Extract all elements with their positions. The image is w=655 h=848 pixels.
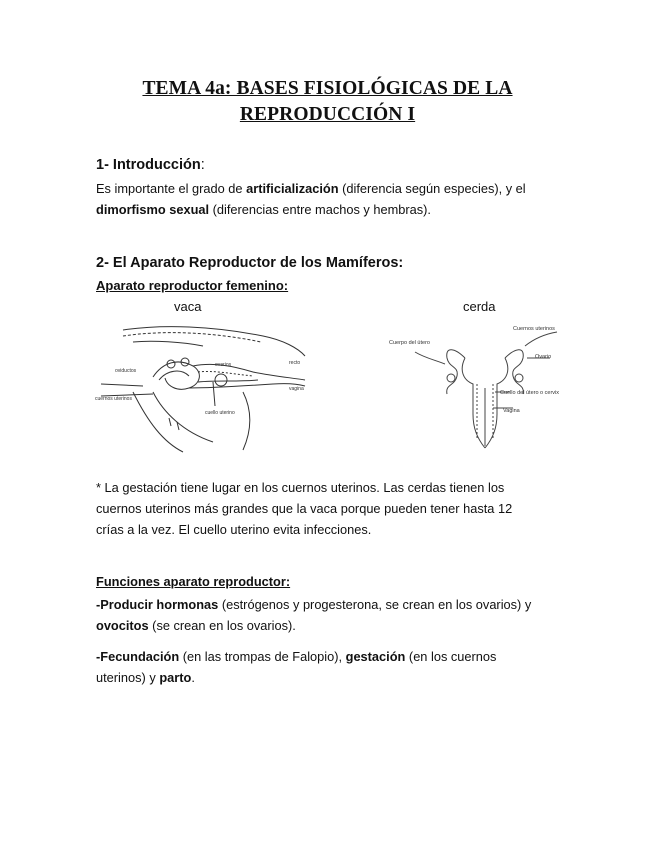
cow-label-vagina: vagina bbox=[289, 386, 304, 392]
functions-item1 bbox=[96, 594, 566, 636]
section2-subheading: Aparato reproductor femenino: bbox=[96, 278, 289, 293]
note-line3: crías a la vez. El cuello uterino evita infecciones. bbox=[96, 522, 372, 537]
section1-paragraph bbox=[96, 178, 566, 220]
pig-label-cuello: Cuello del útero o cervix bbox=[500, 390, 560, 396]
section1-heading-text: 1- Introducción bbox=[96, 157, 201, 173]
term-fecundacion: -Fecundación bbox=[96, 649, 180, 664]
text-run: . bbox=[191, 670, 195, 685]
cow-label-cuello: cuello uterino bbox=[205, 410, 235, 416]
section1-heading-colon: : bbox=[200, 157, 205, 173]
pig-label-vagina: Vagina bbox=[503, 408, 520, 414]
text-run: (en las trompas de Falopio), bbox=[179, 649, 346, 664]
note-line1: * La gestación tiene lugar en los cuernos uterinos. Las cerdas tienen los bbox=[96, 480, 505, 495]
page-title-line1: TEMA 4a: BASES FISIOLÓGICAS DE LA bbox=[142, 78, 513, 99]
cow-label-recto: recto bbox=[289, 360, 301, 366]
functions-item2 bbox=[96, 646, 566, 688]
cow-label-oviductos: oviductos bbox=[115, 368, 137, 374]
gestation-note bbox=[96, 477, 566, 540]
text-run: (diferencias entre machos y hembras). bbox=[209, 202, 431, 217]
pig-label-cuerpo: Cuerpo del útero bbox=[389, 340, 430, 346]
section1-line2 bbox=[96, 199, 566, 220]
term-gestacion: gestación bbox=[345, 649, 406, 664]
cow-reproductive-diagram bbox=[93, 322, 308, 457]
functions-item2-line2 bbox=[96, 667, 566, 688]
term-parto: parto bbox=[159, 670, 192, 685]
section1-line1 bbox=[96, 178, 566, 199]
note-line2: cuernos uterinos más grandes que la vaca porque pueden tener hasta 12 bbox=[96, 501, 513, 516]
text-run: uterinos) y bbox=[96, 670, 160, 685]
term-artificializacion: artificialización bbox=[246, 181, 339, 196]
text-run: Es importante el grado de bbox=[96, 181, 247, 196]
pig-label-ovario: Ovario bbox=[535, 354, 552, 360]
term-ovocitos: ovocitos bbox=[96, 618, 149, 633]
text-run: (estrógenos y progesterona, se crean en los ovarios) y bbox=[218, 597, 532, 612]
page-title-line2: REPRODUCCIÓN I bbox=[239, 104, 416, 125]
cow-label-ovarios: ovarios bbox=[215, 362, 232, 368]
cow-label-cuernos: cuernos uterinos bbox=[95, 396, 132, 402]
section1-heading bbox=[96, 157, 205, 173]
text-run: (se crean en los ovarios). bbox=[148, 618, 296, 633]
term-producir-hormonas: -Producir hormonas bbox=[96, 597, 219, 612]
section2-heading: 2- El Aparato Reproductor de los Mamíferos: bbox=[96, 255, 404, 271]
term-dimorfismo: dimorfismo sexual bbox=[96, 202, 210, 217]
caption-vaca: vaca bbox=[174, 299, 202, 314]
pig-reproductive-diagram bbox=[385, 318, 585, 458]
functions-heading: Funciones aparato reproductor: bbox=[96, 574, 291, 589]
functions-item1-line2 bbox=[96, 615, 566, 636]
caption-cerda: cerda bbox=[463, 299, 496, 314]
pig-label-cuernos: Cuernos uterinos bbox=[513, 326, 555, 332]
text-run: (diferencia según especies), y el bbox=[338, 181, 526, 196]
functions-item1-line1 bbox=[96, 594, 566, 615]
text-run: (en los cuernos bbox=[405, 649, 497, 664]
functions-item2-line1 bbox=[96, 646, 566, 667]
